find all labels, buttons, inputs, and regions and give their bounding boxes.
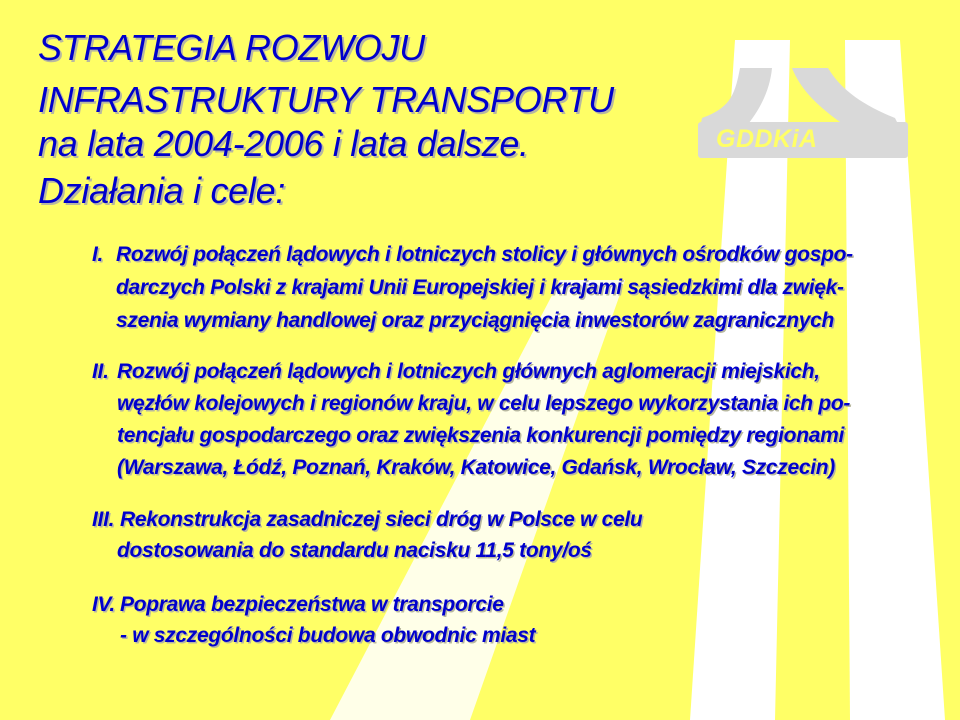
item-line: dostosowania do standardu nacisku 11,5 tony/oś	[117, 539, 592, 562]
item-line: szenia wymiany handlowej oraz przyciągnięcia inwestorów zagranicznych	[116, 309, 835, 332]
title-line-2: INFRASTRUKTURY TRANSPORTU	[38, 79, 614, 120]
title-line-3: na lata 2004-2006 i lata dalsze.	[38, 123, 529, 164]
item-line: darczych Polski z krajami Unii Europejskiej i krajami sąsiedzkimi dla zwięk-	[116, 276, 844, 299]
item-number: III.	[92, 508, 115, 531]
item-line: (Warszawa, Łódź, Poznań, Kraków, Katowice, Gdańsk, Wrocław, Szczecin)	[117, 456, 835, 479]
item-number: II.	[92, 360, 109, 383]
item-line: tencjału gospodarczego oraz zwiększenia konkurencji pomiędzy regionami	[117, 424, 845, 447]
title-line-1: STRATEGIA ROZWOJU	[38, 27, 425, 68]
item-line: Rozwój połączeń lądowych i lotniczych głównych aglomeracji miejskich,	[117, 360, 820, 383]
item-line: Rekonstrukcja zasadniczej sieci dróg w Polsce w celu	[120, 508, 643, 531]
gddkia-logo: GDDKiA	[716, 125, 818, 153]
item-number: IV.	[92, 593, 115, 616]
title-line-4: Działania i cele:	[38, 170, 286, 211]
item-line: Rozwój połączeń lądowych i lotniczych stolicy i głównych ośrodków gospo-	[116, 243, 853, 266]
item-line: Poprawa bezpieczeństwa w transporcie	[120, 593, 504, 616]
item-line: węzłów kolejowych i regionów kraju, w celu lepszego wykorzystania ich po-	[117, 392, 851, 415]
item-number: I.	[92, 243, 104, 266]
item-line: - w szczególności budowa obwodnic miast	[120, 624, 536, 647]
